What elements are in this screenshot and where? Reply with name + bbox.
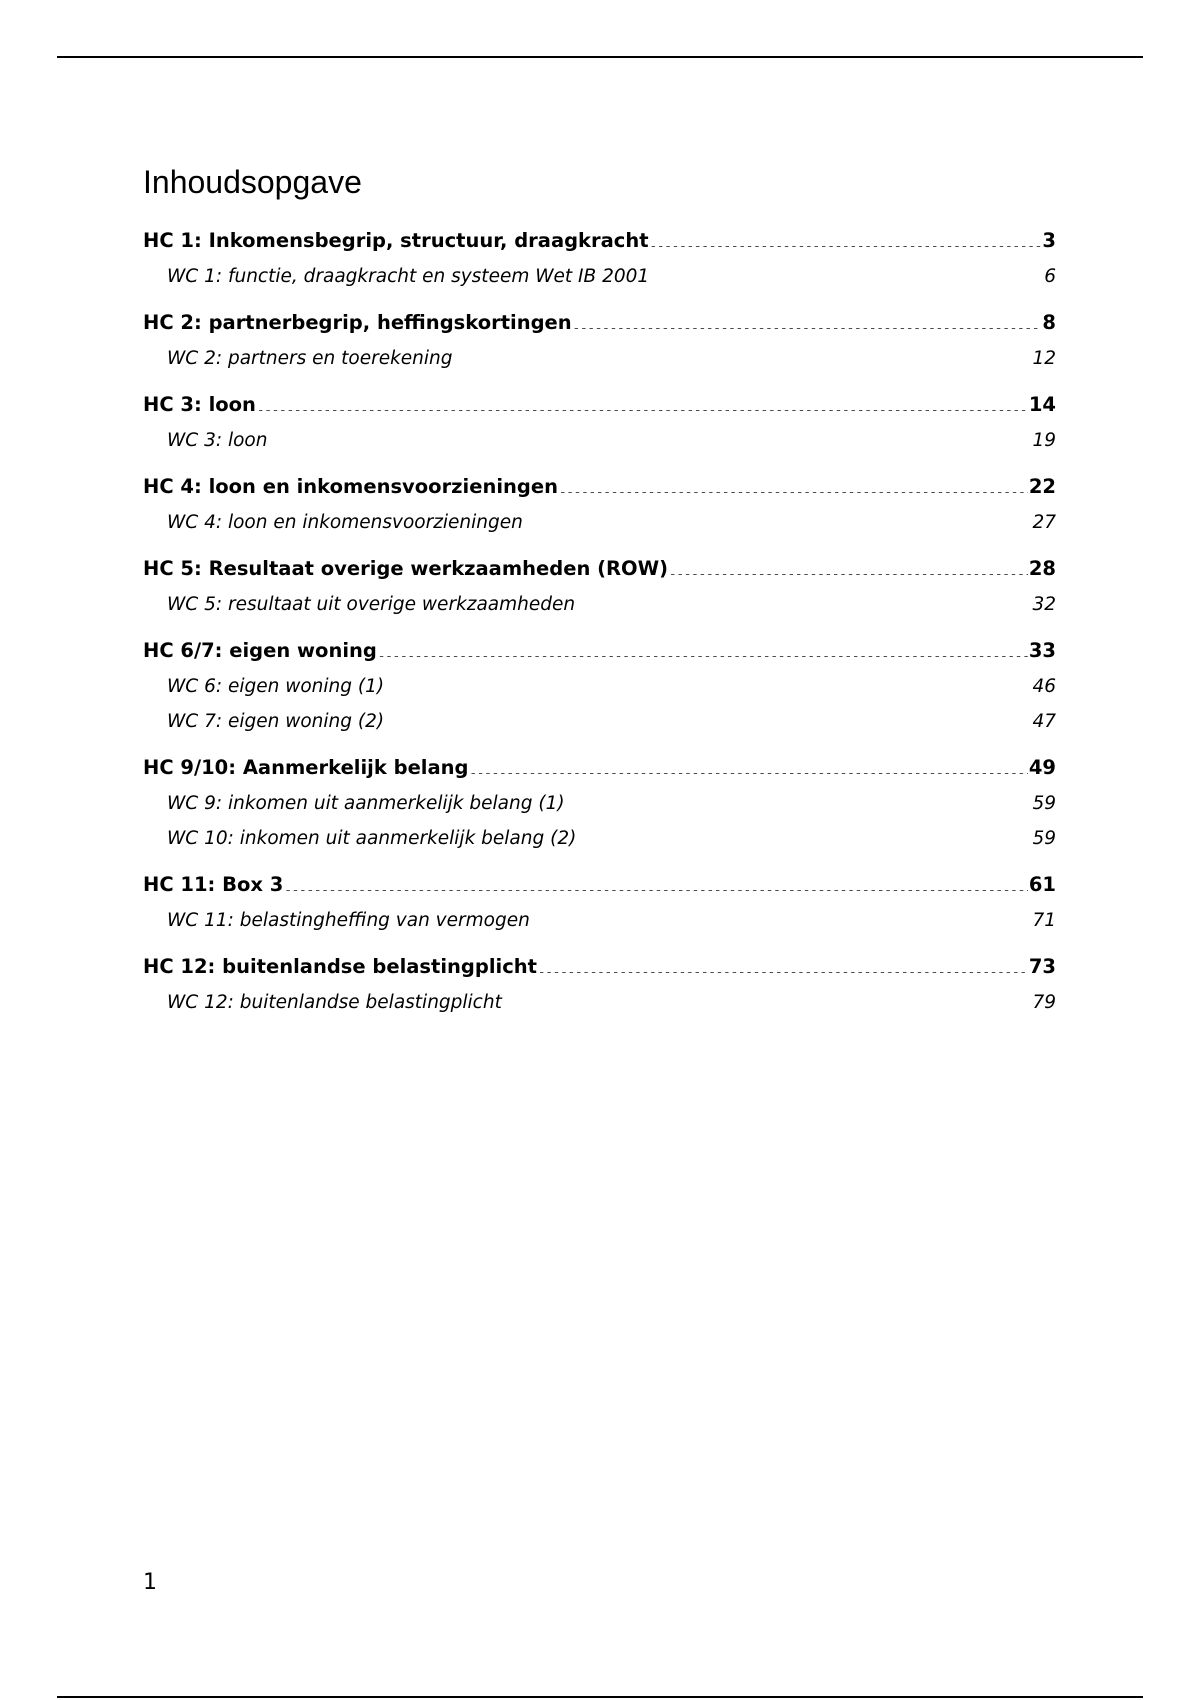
header-rule — [57, 56, 1143, 58]
toc-entry-hc[interactable] — [143, 305, 1056, 341]
toc-entry-hc[interactable] — [143, 223, 1056, 259]
toc-entry-hc-label: HC 3: loon — [143, 393, 256, 416]
toc-group — [143, 551, 1056, 622]
toc-entry-wc-label: WC 7: eigen woning (2) — [167, 711, 385, 732]
toc-group — [143, 949, 1056, 1020]
dot-leader — [576, 590, 1031, 610]
toc-title: Inhoudsopgave — [143, 164, 362, 200]
dot-leader — [524, 508, 1032, 528]
dot-leader — [566, 789, 1032, 809]
toc-entry-wc-label: WC 3: loon — [167, 430, 268, 451]
toc-entry-wc[interactable] — [143, 786, 1056, 821]
toc-entry-wc-page: 59 — [1032, 793, 1056, 814]
dot-leader — [577, 824, 1031, 844]
toc-entry-wc-page: 6 — [1044, 266, 1056, 287]
toc-entry-hc-page: 8 — [1042, 311, 1056, 334]
toc-entry-hc-label: HC 6/7: eigen woning — [143, 639, 377, 662]
dot-leader — [573, 308, 1042, 329]
toc-entry-hc-label: HC 11: Box 3 — [143, 873, 284, 896]
toc-entry-hc-page: 73 — [1028, 955, 1056, 978]
toc-entry-hc-page: 14 — [1028, 393, 1056, 416]
page-number: 1 — [143, 1570, 157, 1595]
toc-entry-wc-label: WC 10: inkomen uit aanmerkelijk belang (2) — [167, 828, 577, 849]
toc-entry-hc-label: HC 4: loon en inkomensvoorzieningen — [143, 475, 558, 498]
toc-entry-hc-label: HC 12: buitenlandse belastingplicht — [143, 955, 537, 978]
dot-leader — [650, 262, 1043, 282]
table-of-contents — [143, 223, 1056, 1031]
toc-entry-wc-page: 59 — [1032, 828, 1056, 849]
toc-entry-wc-label: WC 2: partners en toerekening — [167, 348, 453, 369]
toc-entry-wc-page: 32 — [1032, 594, 1056, 615]
toc-entry-wc[interactable] — [143, 704, 1056, 739]
toc-entry-hc[interactable] — [143, 387, 1056, 423]
toc-entry-wc-page: 71 — [1032, 910, 1056, 931]
toc-entry-wc[interactable] — [143, 505, 1056, 540]
toc-entry-hc-label: HC 9/10: Aanmerkelijk belang — [143, 756, 469, 779]
toc-entry-wc[interactable] — [143, 669, 1056, 704]
toc-entry-wc-page: 46 — [1032, 676, 1056, 697]
toc-entry-wc-label: WC 12: buitenlandse belastingplicht — [167, 992, 502, 1013]
toc-group — [143, 867, 1056, 938]
dot-leader — [378, 636, 1028, 657]
toc-entry-hc[interactable] — [143, 867, 1056, 903]
dot-leader — [268, 426, 1031, 446]
footer-rule — [57, 1696, 1143, 1698]
dot-leader — [469, 753, 1027, 774]
dot-leader — [454, 344, 1032, 364]
toc-entry-hc-page: 49 — [1028, 756, 1056, 779]
dot-leader — [669, 554, 1028, 575]
dot-leader — [538, 952, 1028, 973]
toc-entry-wc-label: WC 11: belastingheffing van vermogen — [167, 910, 530, 931]
toc-entry-hc[interactable] — [143, 469, 1056, 505]
toc-entry-wc-label: WC 9: inkomen uit aanmerkelijk belang (1) — [167, 793, 565, 814]
toc-entry-hc[interactable] — [143, 551, 1056, 587]
dot-leader — [503, 988, 1032, 1008]
dot-leader — [531, 906, 1032, 926]
toc-entry-wc[interactable] — [143, 903, 1056, 938]
toc-entry-wc[interactable] — [143, 587, 1056, 622]
toc-entry-wc[interactable] — [143, 341, 1056, 376]
toc-entry-hc[interactable] — [143, 949, 1056, 985]
toc-group — [143, 305, 1056, 376]
toc-entry-hc-page: 28 — [1028, 557, 1056, 580]
toc-entry-wc-page: 12 — [1032, 348, 1056, 369]
toc-group — [143, 223, 1056, 294]
toc-group — [143, 633, 1056, 739]
toc-entry-hc-label: HC 2: partnerbegrip, heffingskortingen — [143, 311, 572, 334]
toc-entry-wc-label: WC 5: resultaat uit overige werkzaamheden — [167, 594, 576, 615]
toc-entry-hc-page: 61 — [1028, 873, 1056, 896]
toc-entry-hc-page: 33 — [1028, 639, 1056, 662]
toc-entry-wc[interactable] — [143, 259, 1056, 294]
toc-entry-wc[interactable] — [143, 821, 1056, 856]
toc-entry-hc-page: 3 — [1042, 229, 1056, 252]
toc-entry-wc-page: 27 — [1032, 512, 1056, 533]
dot-leader — [559, 472, 1028, 493]
toc-entry-wc[interactable] — [143, 423, 1056, 458]
dot-leader — [385, 707, 1031, 727]
toc-entry-hc-label: HC 1: Inkomensbegrip, structuur, draagkracht — [143, 229, 649, 252]
toc-entry-hc[interactable] — [143, 750, 1056, 786]
toc-entry-wc-page: 19 — [1032, 430, 1056, 451]
toc-entry-wc-label: WC 6: eigen woning (1) — [167, 676, 385, 697]
toc-group — [143, 469, 1056, 540]
dot-leader — [385, 672, 1031, 692]
dot-leader — [257, 390, 1028, 411]
toc-entry-wc[interactable] — [143, 985, 1056, 1020]
toc-entry-hc-label: HC 5: Resultaat overige werkzaamheden (ROW) — [143, 557, 669, 580]
toc-entry-hc[interactable] — [143, 633, 1056, 669]
toc-entry-hc-page: 22 — [1028, 475, 1056, 498]
toc-entry-wc-page: 47 — [1032, 711, 1056, 732]
toc-group — [143, 750, 1056, 856]
toc-group — [143, 387, 1056, 458]
toc-entry-wc-label: WC 1: functie, draagkracht en systeem Wet IB 2001 — [167, 266, 650, 287]
toc-entry-wc-label: WC 4: loon en inkomensvoorzieningen — [167, 512, 523, 533]
dot-leader — [650, 226, 1042, 247]
toc-entry-wc-page: 79 — [1032, 992, 1056, 1013]
dot-leader — [284, 870, 1028, 891]
